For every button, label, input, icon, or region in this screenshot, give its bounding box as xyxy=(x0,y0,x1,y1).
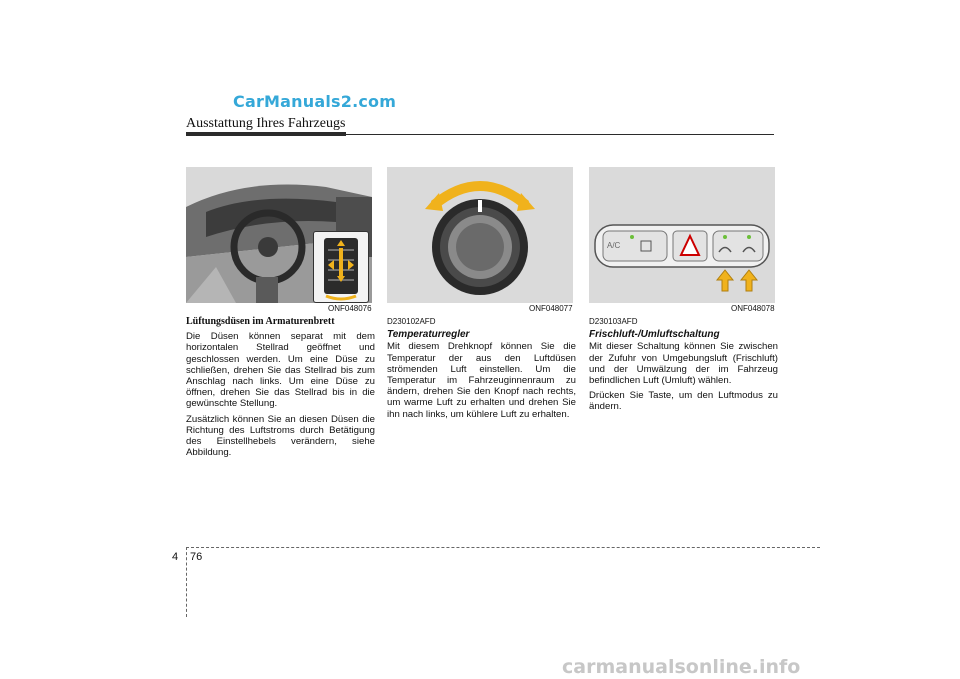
paragraph: Mit diesem Drehknopf können Sie die Temperatur der aus den Luftdüsen strömenden Luft einstellen. Um die Temperatur im Fahrzeuginnenraum zu ändern, drehen Sie den Knopf nach rechts, um warme Luft zu erhalten und drehen Sie ihn nach links, um kühlere Luft zu erhalten. xyxy=(387,341,576,420)
figure-dashboard-vents xyxy=(186,167,372,303)
column-middle xyxy=(387,316,576,424)
paragraph: Zusätzlich können Sie an diesen Düsen die Richtung des Luftstroms durch Betätigung des Einstellhebels verändern, siehe Abbildung. xyxy=(186,413,375,459)
temperature-knob-illustration xyxy=(387,167,573,303)
section-heading-temperature: Temperaturregler xyxy=(387,329,470,341)
paragraph: Drücken Sie Taste, um den Luftmodus zu ändern. xyxy=(589,390,778,413)
section-code: D230102AFD xyxy=(387,317,436,326)
section-heading-air-mode: Frischluft-/Umluftschaltung xyxy=(589,329,720,341)
page-number: 76 xyxy=(190,551,203,563)
column-right xyxy=(589,316,778,417)
figure-code-3: ONF048078 xyxy=(731,304,775,313)
page-header-title: Ausstattung Ihres Fahrzeugs xyxy=(186,116,346,131)
header-rule-thin xyxy=(346,134,774,135)
watermark-top: CarManuals2.com xyxy=(233,92,397,111)
vent-inset xyxy=(313,231,369,303)
footer-rule xyxy=(186,547,820,548)
column-left xyxy=(186,316,375,462)
watermark-bottom: carmanualsonline.info xyxy=(562,656,801,678)
paragraph: Die Düsen können separat mit dem horizontalen Stellrad geöffnet und geschlossen werden. Um eine Düse zu schließen, drehen Sie das Stellrad bis zum Anschlag nach links. Um eine Düse zu öffnen, drehen Sie das Stellrad bis in die gewünschte Stellung. xyxy=(186,331,375,410)
footer-vertical-rule xyxy=(186,547,187,617)
section-code: D230103AFD xyxy=(589,317,638,326)
figure-code-2: ONF048077 xyxy=(529,304,573,313)
ac-button-label: A/C xyxy=(607,241,621,250)
figure-temperature-knob xyxy=(387,167,573,303)
figure-air-mode-panel xyxy=(589,167,775,303)
chapter-number: 4 xyxy=(172,551,179,563)
paragraph: Mit dieser Schaltung können Sie zwischen der Zufuhr von Umgebungsluft (Frischluft) und der Umwälzung der im Fahrzeug befindlichen Luft (Umluft) wählen. xyxy=(589,341,778,387)
section-heading-vents: Lüftungsdüsen im Armaturenbrett xyxy=(186,316,335,327)
figure-code-1: ONF048076 xyxy=(328,304,372,313)
header-rule-thick xyxy=(186,132,346,136)
air-mode-panel-illustration xyxy=(589,167,775,303)
vent-inset-illustration xyxy=(314,232,368,302)
